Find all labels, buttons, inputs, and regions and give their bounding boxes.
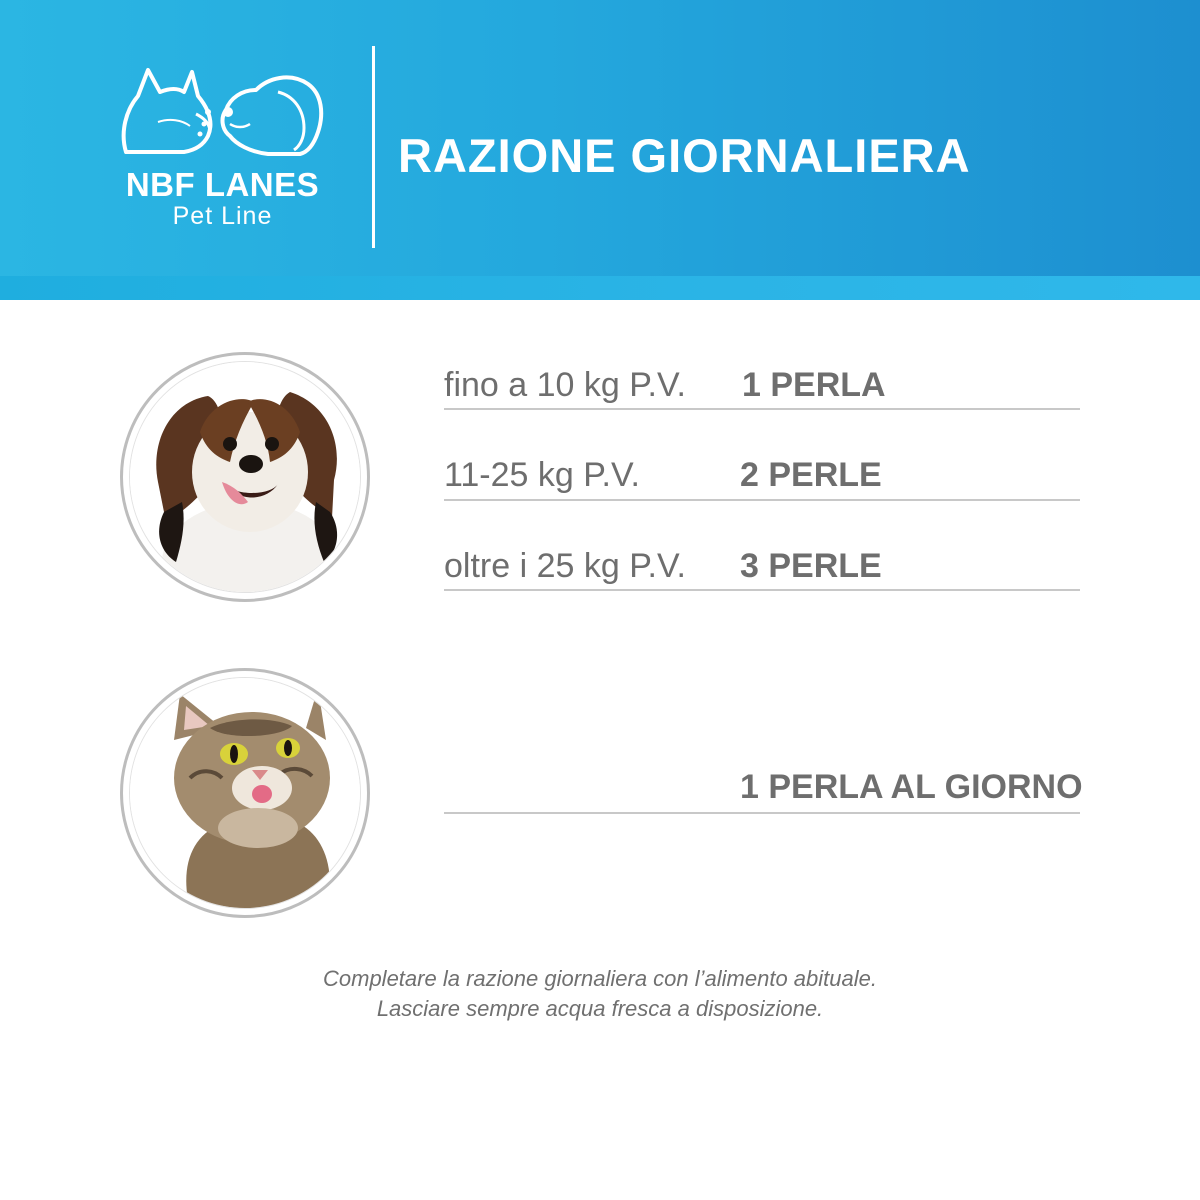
dog-weight-1: fino a 10 kg P.V. bbox=[444, 366, 686, 404]
header-banner bbox=[0, 0, 1200, 300]
cat-photo bbox=[129, 677, 361, 909]
dog-weight-2: 11-25 kg P.V. bbox=[444, 456, 640, 494]
cat-dose: 1 PERLA AL GIORNO bbox=[740, 768, 1083, 806]
cat-photo-frame bbox=[120, 668, 370, 918]
row-divider bbox=[444, 408, 1080, 410]
cat-icon bbox=[130, 678, 361, 909]
row-divider bbox=[444, 499, 1080, 501]
dog-photo bbox=[129, 361, 361, 593]
page-title: RAZIONE GIORNALIERA bbox=[398, 129, 971, 182]
dog-dose-3: 3 PERLE bbox=[740, 547, 882, 585]
row-divider bbox=[444, 589, 1080, 591]
cat-dog-logo-icon bbox=[118, 62, 328, 162]
note-line-1: Completare la razione giornaliera con l’alimento abituale. bbox=[323, 966, 877, 991]
row-divider bbox=[444, 812, 1080, 814]
brand-subtitle: Pet Line bbox=[172, 202, 273, 230]
brand-name: NBF LANES bbox=[125, 166, 320, 203]
dog-icon bbox=[130, 362, 361, 593]
dog-dose-2: 2 PERLE bbox=[740, 456, 882, 494]
note-line-2: Lasciare sempre acqua fresca a disposizione. bbox=[376, 996, 824, 1021]
dog-dose-1: 1 PERLA bbox=[742, 366, 886, 404]
dog-photo-frame bbox=[120, 352, 370, 602]
header-divider bbox=[372, 46, 375, 248]
header-band bbox=[0, 276, 1200, 300]
dog-weight-3: oltre i 25 kg P.V. bbox=[444, 547, 686, 585]
